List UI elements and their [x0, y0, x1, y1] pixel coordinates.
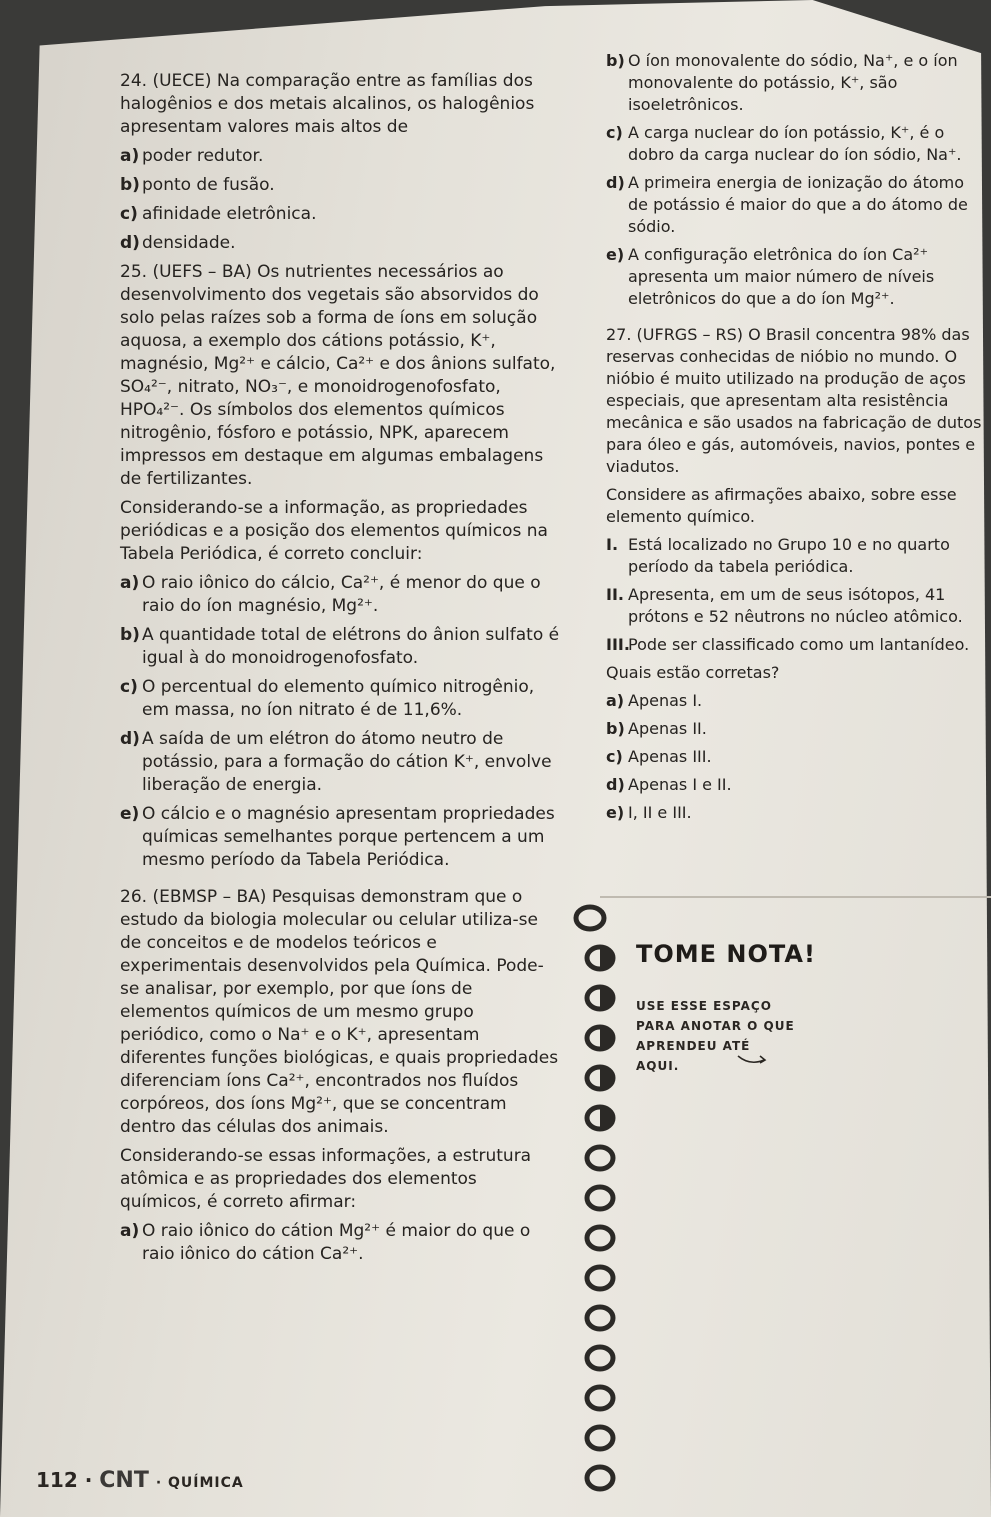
q27-question: Quais estão corretas? [606, 663, 780, 682]
q25-stem: 25. (UEFS – BA) Os nutrientes necessários ao desenvolvimento dos vegetais são absorvidos do solo pelas raízes sob a forma de íons em solução aquosa, a exemplo dos cátions potássio, K⁺, magnésio, Mg²⁺ e cálcio, Ca²⁺ e dos ânions sulfato, SO₄²⁻, nitrato, NO₃⁻, e monoidrogenofosfato, HPO₄²⁻. Os símbolos dos elementos químicos nitrogênio, fósforo e potássio, NPK, aparecem impressos em destaque em algumas embalagens de fertilizantes. [120, 262, 556, 489]
q25-option-a: a) O raio iônico do cálcio, Ca²⁺, é menor do que o raio do íon magnésio, Mg²⁺. [120, 573, 541, 616]
q27-option-c: c) Apenas III. [606, 747, 712, 766]
q24-option-d: d) densidade. [120, 233, 236, 253]
page-footer [36, 1468, 244, 1493]
q25-prompt: Considerando-se a informação, as propriedades periódicas e a posição dos elementos químicos na Tabela Periódica, é correto concluir: [120, 498, 548, 564]
q27-stem: 27. (UFRGS – RS) O Brasil concentra 98% das reservas conhecidas de nióbio no mundo. O nióbio é muito utilizado na produção de aços especiais, que apresentam alta resistência mecânica e são usados na fabricação de dutos para óleo e gás, automóveis, navios, pontes e viadutos. [606, 325, 982, 476]
page-number: 112 · [36, 1468, 93, 1492]
notebook-rings-icon [560, 898, 640, 1498]
q25-option-d-right: d) A primeira energia de ionização do átomo de potássio é maior do que a do átomo de sódio. [606, 173, 968, 236]
tome-nota-subtitle: USE ESSE ESPAÇO PARA ANOTAR O QUE APRENDEU ATÉ AQUI. [636, 999, 795, 1073]
q25-option-c-right: c) A carga nuclear do íon potássio, K⁺, é o dobro da carga nuclear do íon sódio, Na⁺. [606, 123, 962, 164]
q26-stem: 26. (EBMSP – BA) Pesquisas demonstram que o estudo da biologia molecular ou celular utiliza-se de conceitos e de modelos teóricos e experimentais desenvolvidos pela Química. Pode-se analisar, por exemplo, por que íons de elementos químicos de um mesmo grupo periódico, como o Na⁺ e o K⁺, apresentam diferentes funções biológicas, e quais propriedades diferenciam íons Ca²⁺, encontrados nos fluídos corpóreos, dos íons Mg²⁺, que se concentram dentro das células dos animais. [120, 887, 559, 1137]
tome-nota-title: TOME NOTA! [636, 940, 816, 968]
q27-prompt: Considere as afirmações abaixo, sobre esse elemento químico. [606, 485, 957, 526]
q27-option-d: d) Apenas I e II. [606, 775, 732, 794]
q26-prompt: Considerando-se essas informações, a estrutura atômica e as propriedades dos elementos químicos, é correto afirmar: [120, 1146, 532, 1212]
q25-option-b-right: b) O íon monovalente do sódio, Na⁺, e o íon monovalente do potássio, K⁺, são isoeletrônicos. [606, 51, 958, 114]
brand-logo: CNT [99, 1468, 149, 1493]
curved-arrow-icon [736, 1052, 768, 1066]
q26-option-a: a) O raio iônico do cátion Mg²⁺ é maior do que o raio iônico do cátion Ca²⁺. [120, 1221, 531, 1264]
q24-option-a: a) poder redutor. [120, 146, 264, 166]
q25-option-d: d) A saída de um elétron do átomo neutro de potássio, para a formação do cátion K⁺, envolve liberação de energia. [120, 729, 552, 795]
q25-option-e-right: e) A configuração eletrônica do íon Ca²⁺ apresenta um maior número de níveis eletrônicos do que a do íon Mg²⁺. [606, 245, 935, 308]
right-column [606, 50, 986, 830]
subject-label: · QUÍMICA [155, 1475, 244, 1491]
q27-option-b: b) Apenas II. [606, 719, 707, 738]
left-column [120, 70, 560, 1272]
q25-option-e: e) O cálcio e o magnésio apresentam propriedades químicas semelhantes porque pertencem a um mesmo período da Tabela Periódica. [120, 804, 555, 870]
q27-option-a: a) Apenas I. [606, 691, 703, 710]
q24-option-c: c) afinidade eletrônica. [120, 204, 317, 224]
q24-option-b: b) ponto de fusão. [120, 175, 275, 195]
q27-statement-i: I. Está localizado no Grupo 10 e no quarto período da tabela periódica. [606, 535, 950, 576]
q27-statement-iii: III.Pode ser classificado como um lantanídeo. [606, 635, 970, 654]
section-divider [600, 896, 991, 898]
q24-stem: 24. (UECE) Na comparação entre as famílias dos halogênios e dos metais alcalinos, os halogênios apresentam valores mais altos de [120, 71, 535, 137]
q27-option-e: e) I, II e III. [606, 803, 692, 822]
q25-option-b: b) A quantidade total de elétrons do ânion sulfato é igual à do monoidrogenofosfato. [120, 625, 560, 668]
q25-option-c: c) O percentual do elemento químico nitrogênio, em massa, no íon nitrato é de 11,6%. [120, 677, 535, 720]
q27-statement-ii: II. Apresenta, em um de seus isótopos, 41 prótons e 52 nêutrons no núcleo atômico. [606, 585, 963, 626]
